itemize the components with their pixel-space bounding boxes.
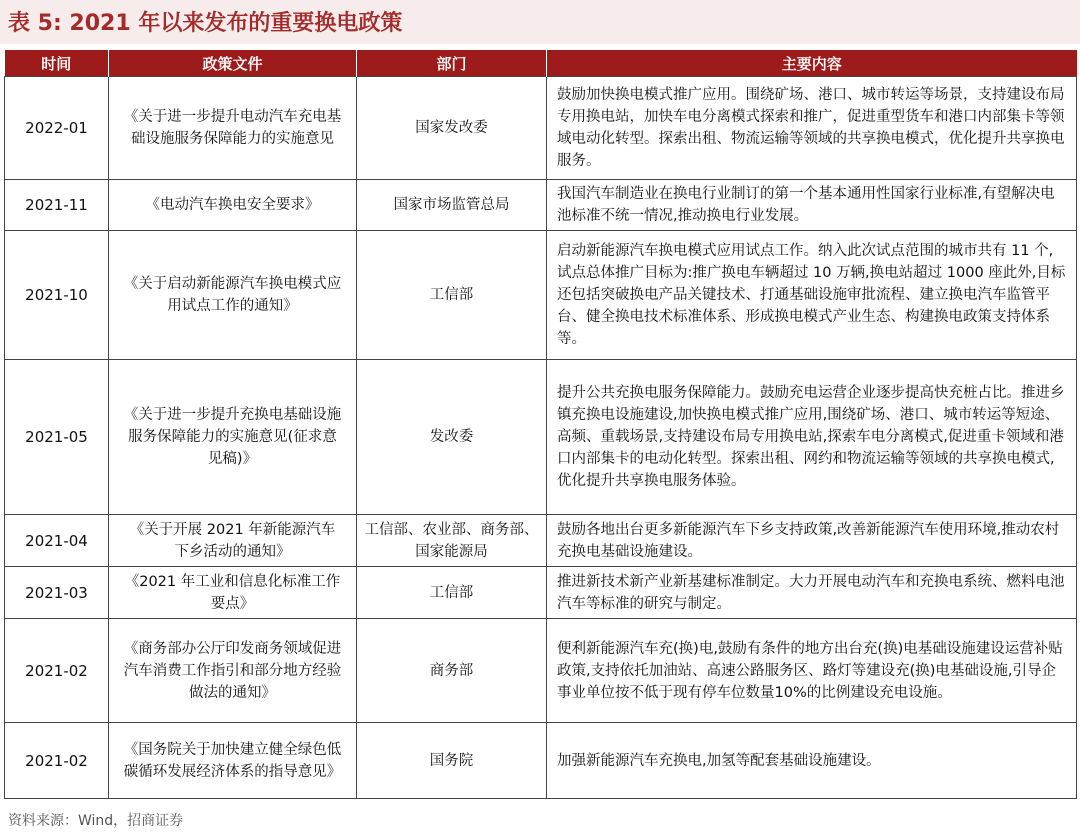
row-department: 商务部 <box>357 619 547 723</box>
policy-table <box>4 50 1077 799</box>
title-bar <box>0 0 1080 44</box>
row-department: 工信部 <box>357 231 547 360</box>
row-department: 国家市场监管总局 <box>357 180 547 231</box>
row-department: 国家发改委 <box>357 77 547 180</box>
table-row <box>5 567 1077 619</box>
row-content: 提升公共充换电服务保障能力。鼓励充电运营企业逐步提高快充桩占比。推进乡镇充换电设施建设,加快换电模式推广应用,围绕矿场、港口、城市转运等短途、高频、重载场景,支持建设布局专用换电站,探索车电分离模式,促进重卡领域和港口内部集卡的电动化转型。探索出租、网约和物流运输等领域的共享换电模式,优化提升共享换电服务体验。 <box>547 360 1077 515</box>
row-document: 《关于开展 2021 年新能源汽车下乡活动的通知》 <box>109 515 357 567</box>
header-date: 时间 <box>5 50 109 77</box>
row-content: 加强新能源汽车充换电,加氢等配套基础设施建设。 <box>547 723 1077 799</box>
table-title: 表 5: 2021 年以来发布的重要换电政策 <box>8 11 403 36</box>
row-document: 《关于进一步提升电动汽车充电基础设施服务保障能力的实施意见 <box>109 77 357 180</box>
row-content: 鼓励各地出台更多新能源汽车下乡支持政策,改善新能源汽车使用环境,推动农村充换电基础设施建设。 <box>547 515 1077 567</box>
table-row <box>5 515 1077 567</box>
row-date: 2021-04 <box>5 515 109 567</box>
header-document: 政策文件 <box>109 50 357 77</box>
row-content: 我国汽车制造业在换电行业制订的第一个基本通用性国家行业标准,有望解决电池标准不统一情况,推动换电行业发展。 <box>547 180 1077 231</box>
source-note: 资料来源：Wind，招商证券 <box>8 813 184 829</box>
row-date: 2021-10 <box>5 231 109 360</box>
row-date: 2021-11 <box>5 180 109 231</box>
table-row <box>5 360 1077 515</box>
table-row <box>5 723 1077 799</box>
row-content: 启动新能源汽车换电模式应用试点工作。纳入此次试点范围的城市共有 11 个,试点总体推广目标为:推广换电车辆超过 10 万辆,换电站超过 1000 座此外,目标还包括突破换电产品关键技术、打通基础设施审批流程、建立换电汽车监管平台、健全换电技术标准体系、形成换电模式产业生态、构建换电政策支持体系等。 <box>547 231 1077 360</box>
row-date: 2021-02 <box>5 619 109 723</box>
table-row <box>5 77 1077 180</box>
header-content: 主要内容 <box>547 50 1077 77</box>
row-document: 《关于启动新能源汽车换电模式应用试点工作的通知》 <box>109 231 357 360</box>
row-date: 2021-02 <box>5 723 109 799</box>
table-row <box>5 619 1077 723</box>
row-date: 2022-01 <box>5 77 109 180</box>
row-content: 鼓励加快换电模式推广应用。围绕矿场、港口、城市转运等场景，支持建设布局专用换电站，加快车电分离模式探索和推广，促进重型货车和港口内部集卡等领域电动化转型。探索出租、物流运输等领域的共享换电模式，优化提升共享换电服务。 <box>547 77 1077 180</box>
row-content: 便利新能源汽车充(换)电,鼓励有条件的地方出台充(换)电基础设施建设运营补贴政策,支持依托加油站、高速公路服务区、路灯等建设充(换)电基础设施,引导企事业单位按不低于现有停车位数量10%的比例建设充电设施。 <box>547 619 1077 723</box>
row-department: 国务院 <box>357 723 547 799</box>
row-document: 《国务院关于加快建立健全绿色低碳循环发展经济体系的指导意见》 <box>109 723 357 799</box>
table-row <box>5 180 1077 231</box>
table-header-row <box>5 50 1077 77</box>
row-department: 发改委 <box>357 360 547 515</box>
header-department: 部门 <box>357 50 547 77</box>
row-document: 《2021 年工业和信息化标准工作要点》 <box>109 567 357 619</box>
table-row <box>5 231 1077 360</box>
row-date: 2021-03 <box>5 567 109 619</box>
row-department: 工信部 <box>357 567 547 619</box>
row-department: 工信部、农业部、商务部、国家能源局 <box>357 515 547 567</box>
row-document: 《关于进一步提升充换电基础设施服务保障能力的实施意见(征求意见稿)》 <box>109 360 357 515</box>
row-content: 推进新技术新产业新基建标准制定。大力开展电动汽车和充换电系统、燃料电池汽车等标准的研究与制定。 <box>547 567 1077 619</box>
row-document: 《商务部办公厅印发商务领域促进汽车消费工作指引和部分地方经验做法的通知》 <box>109 619 357 723</box>
row-date: 2021-05 <box>5 360 109 515</box>
row-document: 《电动汽车换电安全要求》 <box>109 180 357 231</box>
